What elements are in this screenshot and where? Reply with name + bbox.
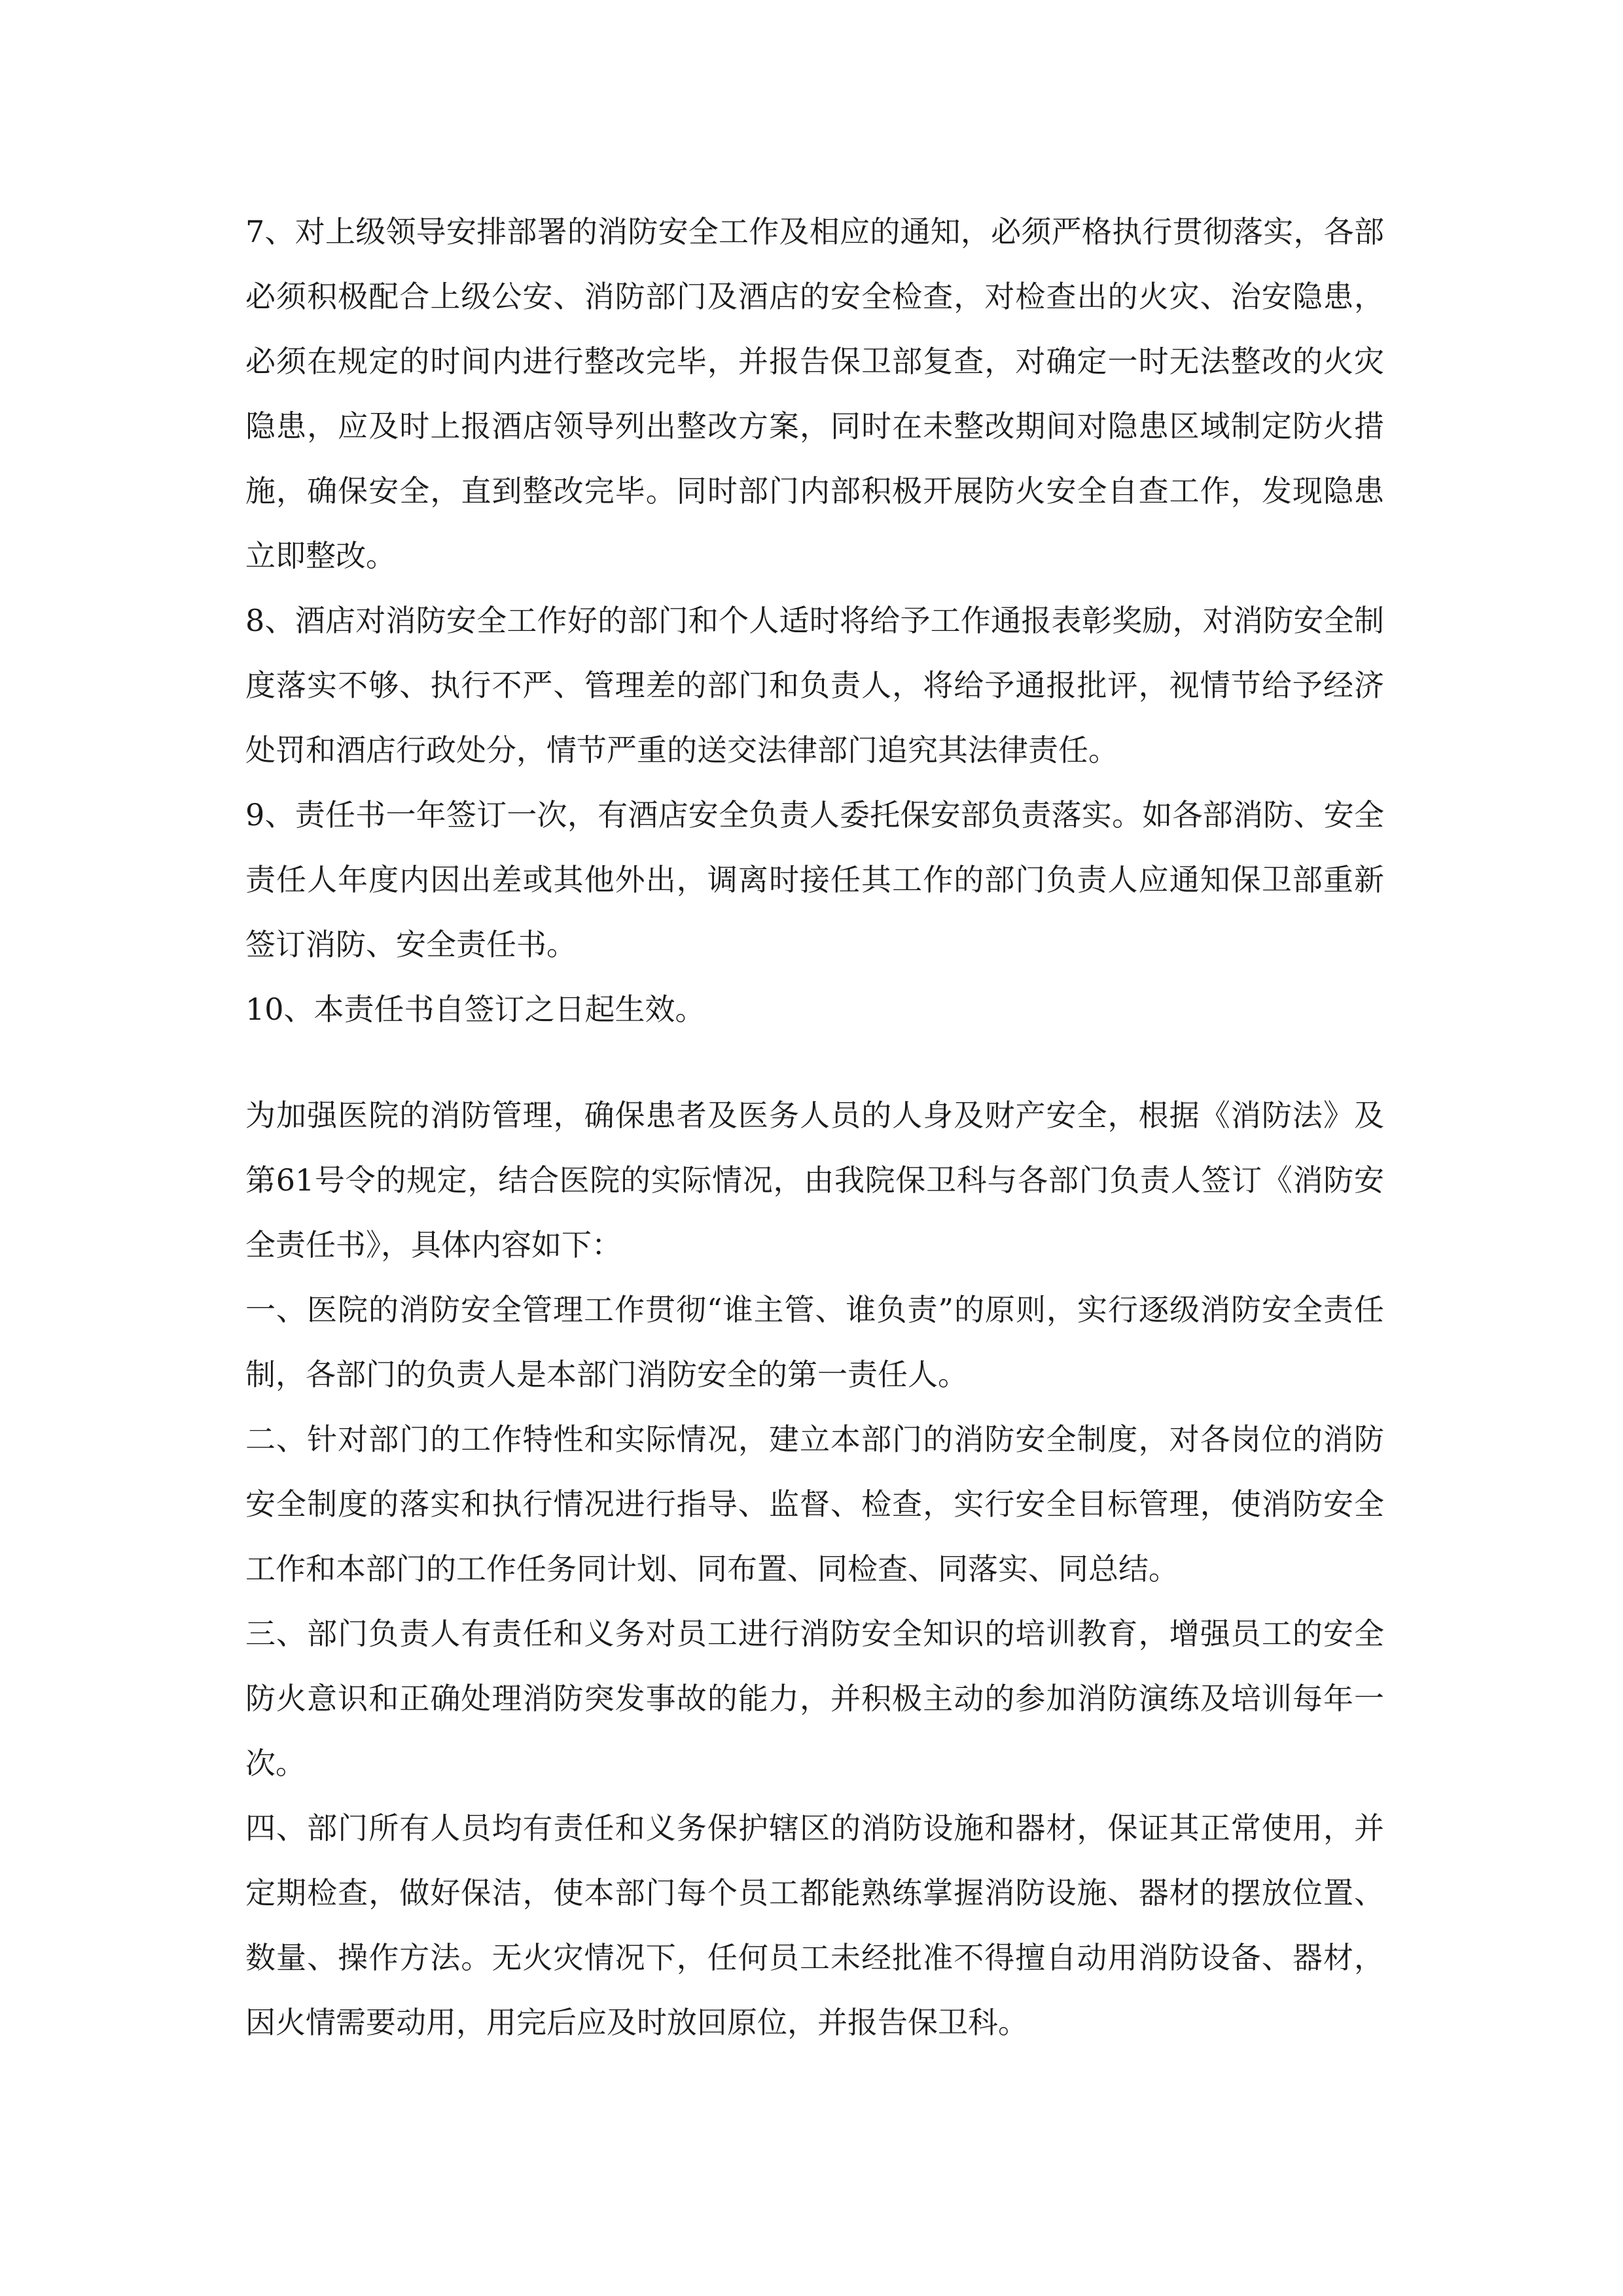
hospital-fire-safety-section bbox=[245, 1083, 1384, 2055]
clause-9-paragraph: 9、责任书一年签订一次，有酒店安全负责人委托保安部负责落实。如各部消防、安全责任人年度内因出差或其他外出，调离时接任其工作的部门负责人应通知保卫部重新签订消防、安全责任书。 bbox=[245, 797, 1384, 962]
intro-paragraph: 为加强医院的消防管理，确保患者及医务人员的人身及财产安全，根据《消防法》及第61号令的规定，结合医院的实际情况，由我院保卫科与各部门负责人签订《消防安全责任书》，具体内容如下： bbox=[245, 1098, 1384, 1263]
clause-10-paragraph: 10、本责任书自签订之日起生效。 bbox=[245, 992, 705, 1027]
item-4-paragraph: 四、部门所有人员均有责任和义务保护辖区的消防设施和器材，保证其正常使用，并定期检查，做好保洁，使本部门每个员工都能熟练掌握消防设施、器材的摆放位置、数量、操作方法。无火灾情况下，任何员工未经批准不得擅自动用消防设备、器材，因火情需要动用，用完后应及时放回原位，并报告保卫科。 bbox=[245, 1810, 1384, 2040]
clause-7-paragraph: 7、对上级领导安排部署的消防安全工作及相应的通知，必须严格执行贯彻落实，各部必须积极配合上级公安、消防部门及酒店的安全检查，对检查出的火灾、治安隐患，必须在规定的时间内进行整改完毕，并报告保卫部复查，对确定一时无法整改的火灾隐患，应及时上报酒店领导列出整改方案，同时在未整改期间对隐患区域制定防火措施，确保安全，直到整改完毕。同时部门内部积极开展防火安全自查工作，发现隐患立即整改。 bbox=[245, 214, 1384, 573]
responsibility-clauses-section bbox=[245, 200, 1384, 1042]
item-3-paragraph: 三、部门负责人有责任和义务对员工进行消防安全知识的培训教育，增强员工的安全防火意识和正确处理消防突发事故的能力，并积极主动的参加消防演练及培训每年一次。 bbox=[245, 1616, 1384, 1781]
item-2-paragraph: 二、针对部门的工作特性和实际情况，建立本部门的消防安全制度，对各岗位的消防安全制度的落实和执行情况进行指导、监督、检查，实行安全目标管理，使消防安全工作和本部门的工作任务同计划、同布置、同检查、同落实、同总结。 bbox=[245, 1422, 1384, 1587]
item-1-paragraph: 一、医院的消防安全管理工作贯彻“谁主管、谁负责”的原则，实行逐级消防安全责任制，各部门的负责人是本部门消防安全的第一责任人。 bbox=[245, 1292, 1384, 1392]
clause-8-paragraph: 8、酒店对消防安全工作好的部门和个人适时将给予工作通报表彰奖励，对消防安全制度落实不够、执行不严、管理差的部门和负责人，将给予通报批评，视情节给予经济处罚和酒店行政处分，情节严重的送交法律部门追究其法律责任。 bbox=[245, 603, 1384, 768]
